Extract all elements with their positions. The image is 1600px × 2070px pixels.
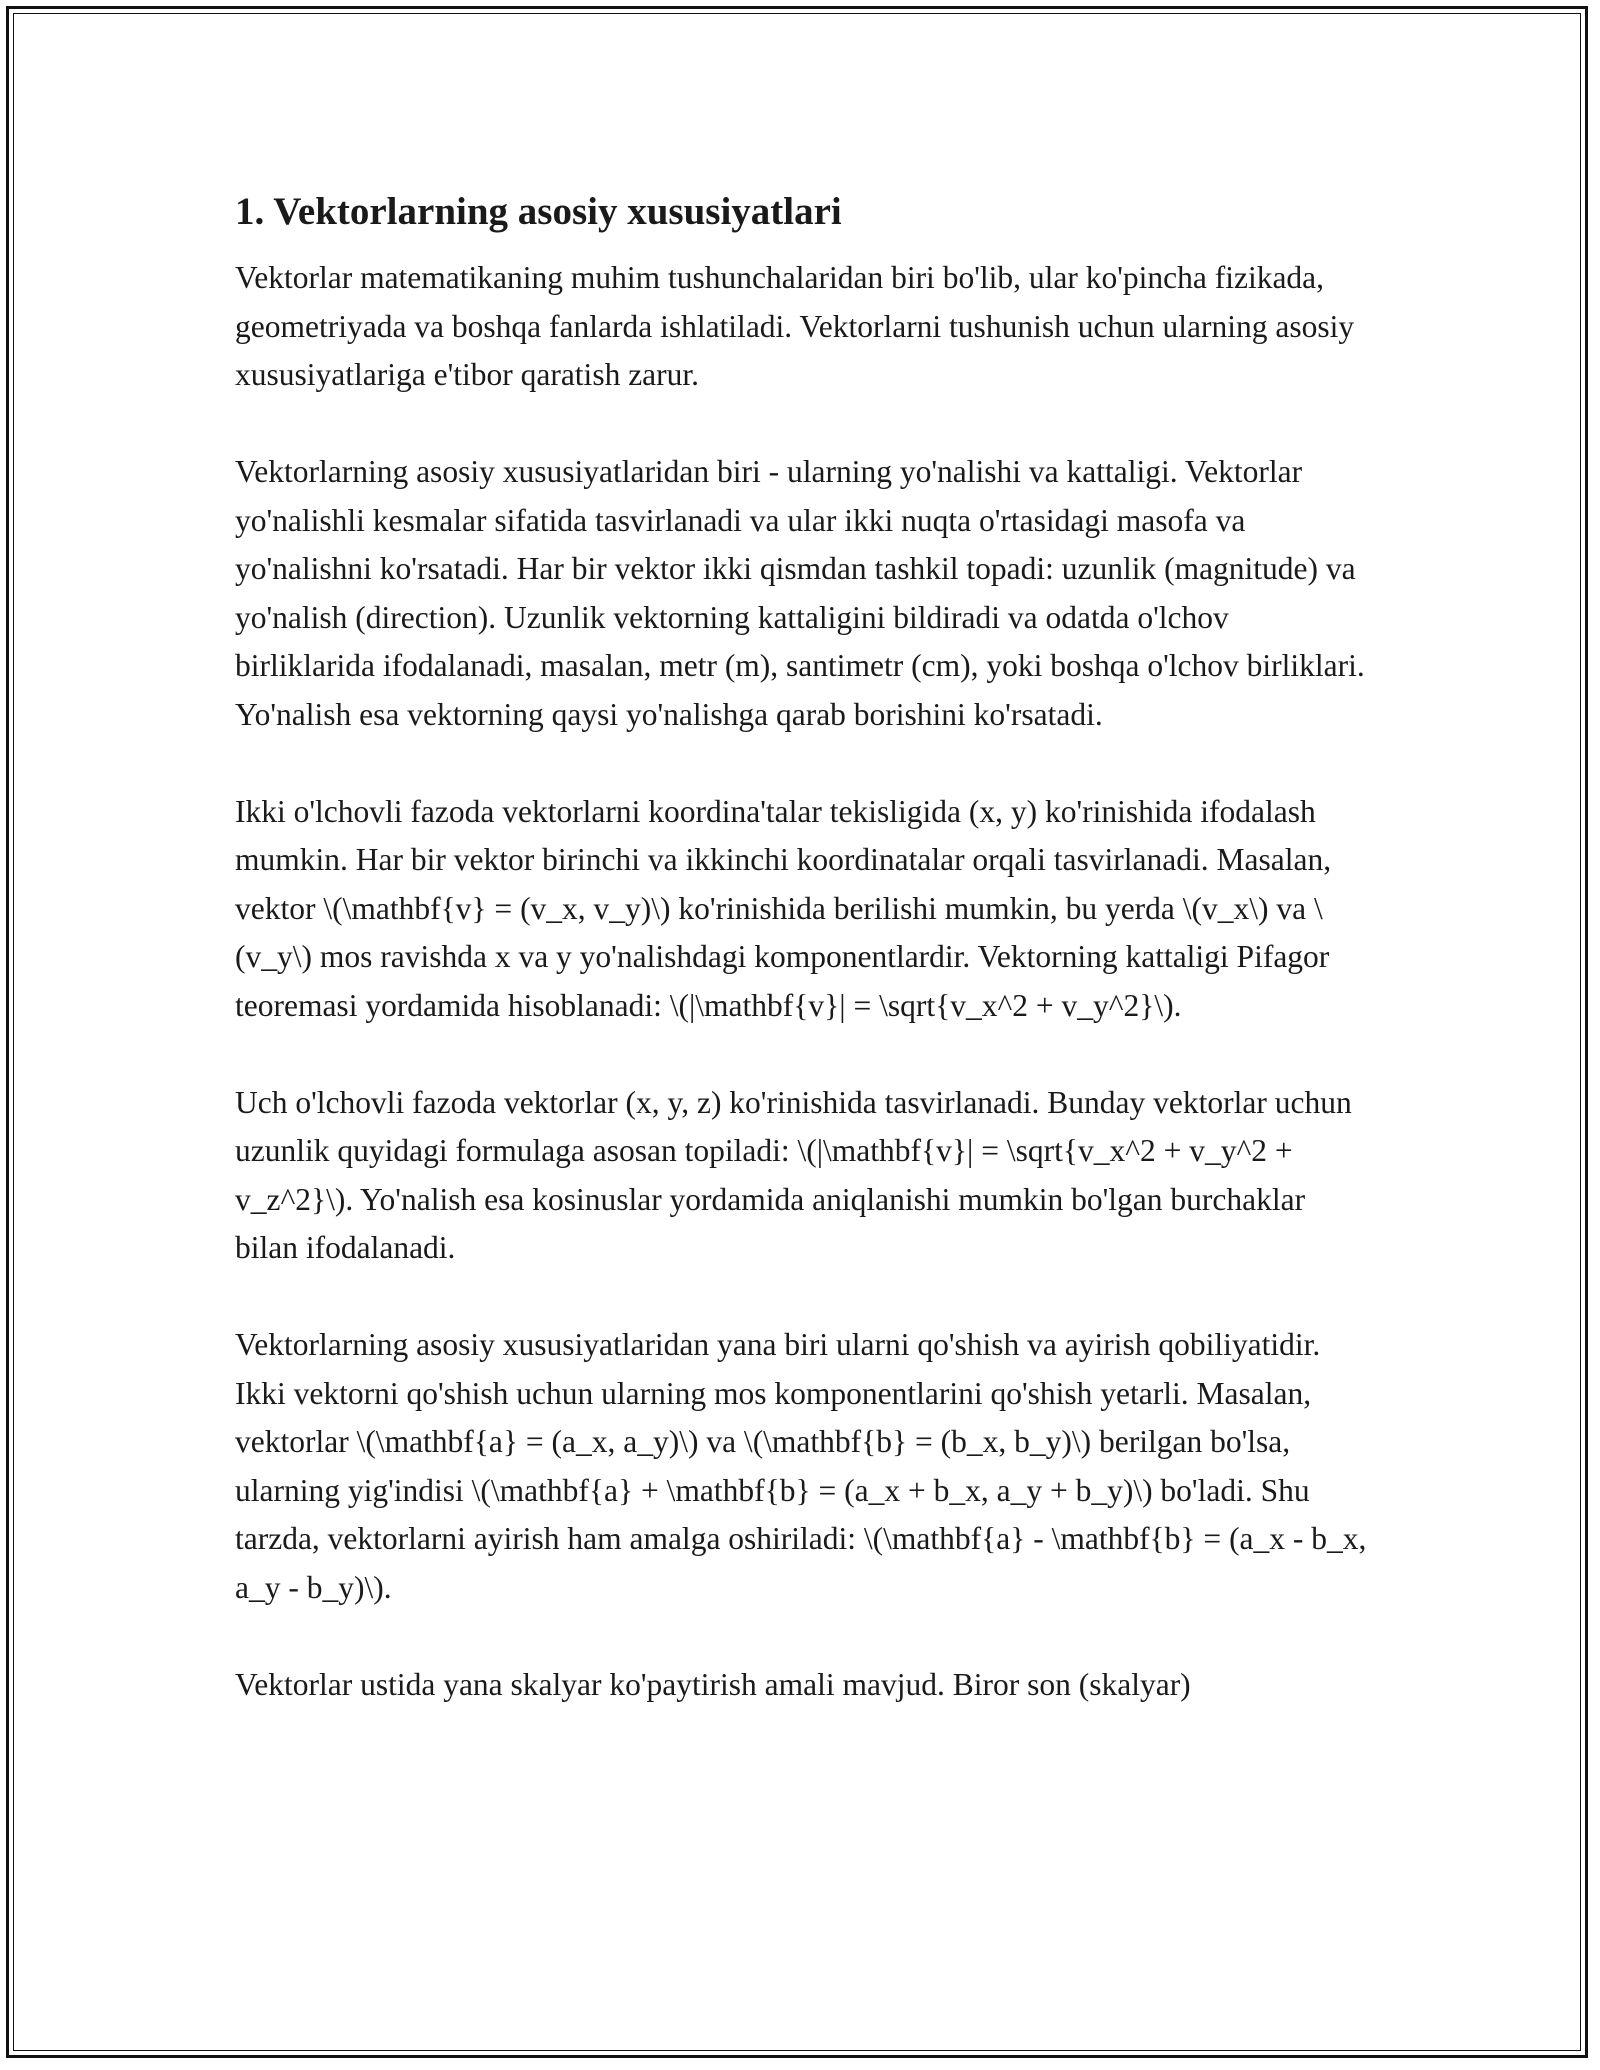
paragraph-2d-vectors: Ikki o'lchovli fazoda vektorlarni koordina'talar tekisligida (x, y) ko'rinishida ifodalash mumkin. Har bir vektor birinchi va ikkinchi koordinatalar orqali tasvirlanadi. Masalan, vektor \(\mathbf{v} = (v_x, v_y)\) ko'rinishida berilishi mumkin, bu yerda \(v_x\) va \(v_y\) mos ravishda x va y yo'nalishdagi komponentlardir. Vektorning kattaligi Pifagor teoremasi yordamida hisoblanadi: \(|\mathbf{v}| = \sqrt{v_x^2 + v_y^2}\). xyxy=(235,793,1332,1023)
paragraph-scalar-multiplication: Vektorlar ustida yana skalyar ko'paytirish amali mavjud. Biror son (skalyar) xyxy=(235,1666,1191,1702)
paragraph-intro: Vektorlar matematikaning muhim tushunchalaridan biri bo'lib, ular ko'pincha fizikada, geometriyada va boshqa fanlarda ishlatiladi. Vektorlarni tushunish uchun ularning asosiy xususiyatlariga e'tibor qaratish zarur. xyxy=(235,260,1355,392)
paragraph-direction-magnitude: Vektorlarning asosiy xususiyatlaridan biri - ularning yo'nalishi va kattaligi. Vektorlar yo'nalishli kesmalar sifatida tasvirlanadi va ular ikki nuqta o'rtasidagi masofa va yo'nalishni ko'rsatadi. Har bir vektor ikki qismdan tashkil topadi: uzunlik (magnitude) va yo'nalish (direction). Uzunlik vektorning kattaligini bildiradi va odatda o'lchov birliklarida ifodalanadi, masalan, metr (m), santimetr (cm), yoki boshqa o'lchov birliklari. Yo'nalish esa vektorning qaysi yo'nalishga qarab borishini ko'rsatadi. xyxy=(235,454,1365,732)
section-heading: 1. Vektorlarning asosiy xususiyatlari xyxy=(235,190,842,233)
document-body xyxy=(235,186,1375,1758)
paragraph-3d-vectors: Uch o'lchovli fazoda vektorlar (x, y, z) ko'rinishida tasvirlanadi. Bunday vektorlar uchun uzunlik quyidagi formulaga asosan topiladi: \(|\mathbf{v}| = \sqrt{v_x^2 + v_y^2 + v_z^2}\). Yo'nalish esa kosinuslar yordamida aniqlanishi mumkin bo'lgan burchaklar bilan ifodalanadi. xyxy=(235,1084,1352,1265)
paragraph-addition-subtraction: Vektorlarning asosiy xususiyatlaridan yana biri ularni qo'shish va ayirish qobiliyatidir. Ikki vektorni qo'shish uchun ularning mos komponentlarini qo'shish yetarli. Masalan, vektorlar \(\mathbf{a} = (a_x, a_y)\) va \(\mathbf{b} = (b_x, b_y)\) berilgan bo'lsa, ularning yig'indisi \(\mathbf{a} + \mathbf{b} = (a_x + b_x, a_y + b_y)\) bo'ladi. Shu tarzda, vektorlarni ayirish ham amalga oshiriladi: \(\mathbf{a} - \mathbf{b} = (a_x - b_x, a_y - b_y)\). xyxy=(235,1327,1367,1605)
